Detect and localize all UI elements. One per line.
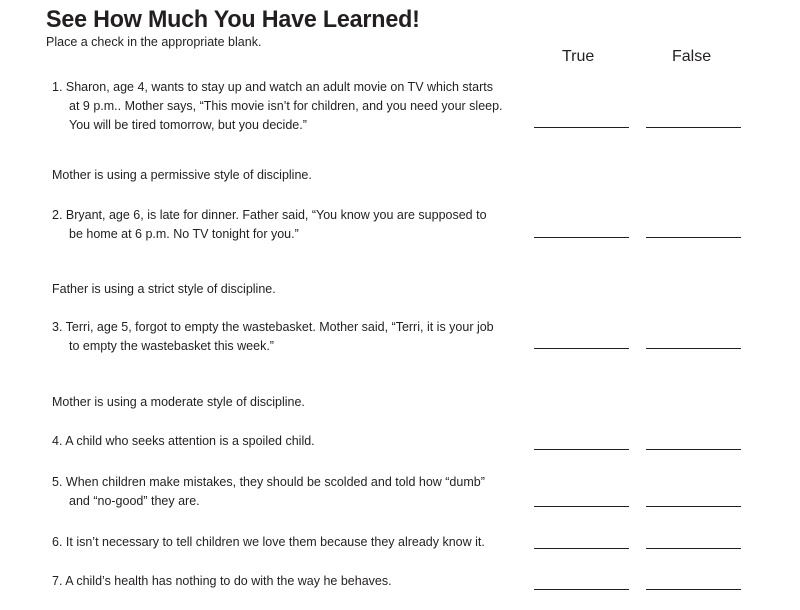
question-1-true-blank[interactable]: [534, 127, 629, 128]
question-2: [52, 206, 512, 244]
question-3-true-blank[interactable]: [534, 348, 629, 349]
question-1-line-1: 1. Sharon, age 4, wants to stay up and watch an adult movie on TV which starts: [52, 80, 493, 94]
question-3-line-2: to empty the wastebasket this week.”: [69, 339, 274, 353]
question-6-false-blank[interactable]: [646, 548, 741, 549]
question-5-false-blank[interactable]: [646, 506, 741, 507]
question-1-line-2: at 9 p.m.. Mother says, “This movie isn’t for children, and you need your sleep.: [69, 99, 503, 113]
question-6: [52, 533, 512, 552]
question-5-line-1: 5. When children make mistakes, they should be scolded and told how “dumb”: [52, 475, 485, 489]
question-3: [52, 318, 512, 356]
question-2-line-2: be home at 6 p.m. No TV tonight for you.”: [69, 227, 299, 241]
question-7-true-blank[interactable]: [534, 589, 629, 590]
question-2-statement: Father is using a strict style of discipline.: [52, 282, 276, 296]
question-5: [52, 473, 512, 511]
question-1: [52, 78, 512, 135]
question-5-true-blank[interactable]: [534, 506, 629, 507]
question-7-line-1: 7. A child’s health has nothing to do with the way he behaves.: [52, 574, 392, 588]
question-4-true-blank[interactable]: [534, 449, 629, 450]
question-7-false-blank[interactable]: [646, 589, 741, 590]
question-1-line-3: You will be tired tomorrow, but you decide.”: [69, 118, 307, 132]
page-title: See How Much You Have Learned!: [46, 6, 420, 33]
question-1-false-blank[interactable]: [646, 127, 741, 128]
question-4-false-blank[interactable]: [646, 449, 741, 450]
question-2-false-blank[interactable]: [646, 237, 741, 238]
false-column-header: False: [672, 48, 712, 65]
question-4-line-1: 4. A child who seeks attention is a spoiled child.: [52, 434, 315, 448]
question-7: [52, 572, 512, 591]
question-2-true-blank[interactable]: [534, 237, 629, 238]
question-1-statement: Mother is using a permissive style of discipline.: [52, 168, 312, 182]
question-3-false-blank[interactable]: [646, 348, 741, 349]
question-6-true-blank[interactable]: [534, 548, 629, 549]
question-6-line-1: 6. It isn’t necessary to tell children we love them because they already know it.: [52, 535, 485, 549]
question-4: [52, 432, 512, 451]
question-2-line-1: 2. Bryant, age 6, is late for dinner. Father said, “You know you are supposed to: [52, 208, 487, 222]
question-5-line-2: and “no-good” they are.: [69, 494, 200, 508]
question-3-line-1: 3. Terri, age 5, forgot to empty the wastebasket. Mother said, “Terri, it is your job: [52, 320, 494, 334]
instructions: Place a check in the appropriate blank.: [46, 35, 262, 49]
question-3-statement: Mother is using a moderate style of discipline.: [52, 395, 305, 409]
true-column-header: True: [562, 48, 595, 65]
